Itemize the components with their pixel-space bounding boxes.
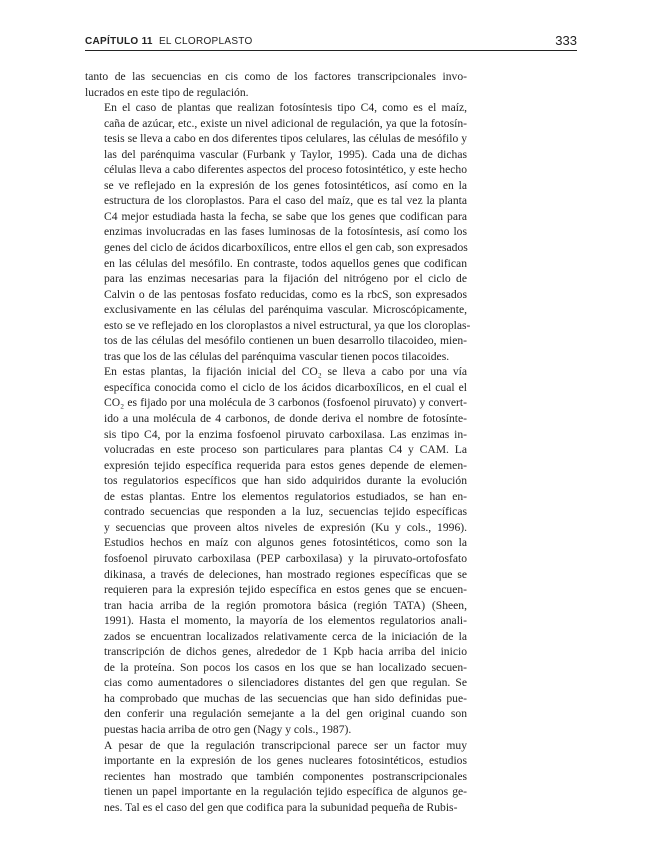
text-line: cias como aumentadores o silenciadores distantes del gen que regulan. Se [104, 676, 467, 690]
text-line: tos regulatorios específicos que han sido adquiridos durante la evolución [104, 474, 467, 488]
text-line: C4 mejor estudiada hasta la fecha, se sabe que los genes que codifican para [104, 209, 467, 223]
text-line: de la proteína. Son pocos los casos en los que se han localizado secuen- [104, 660, 467, 674]
text-line: las del parénquima vascular (Furbank y Taylor, 1995). Cada una de dichas [104, 147, 467, 161]
text-line: tesis se lleva a cabo en dos diferentes tipos celulares, las células de mesófilo y [104, 132, 467, 146]
chapter-heading [85, 36, 253, 47]
text-line: A pesar de que la regulación transcripcional parece ser un factor muy [104, 738, 467, 752]
page-number: 333 [555, 33, 577, 48]
text-line: Estudios hechos en maíz con algunos genes fotosintéticos, como son la [104, 536, 467, 550]
running-head [85, 34, 577, 51]
text-line: caña de azúcar, etc., existe un nivel adicional de regulación, ya que la fotosín- [104, 116, 467, 130]
text-line: den conferir una regulación semejante a la del gen original cuando son [104, 707, 467, 721]
text-line: lucrados en este tipo de regulación. [85, 85, 249, 99]
text-line: en las células del mesófilo. En contraste, todos aquellos genes que codifican [104, 256, 467, 270]
text-line: transcripción de dichos genes, alrededor de 1 Kpb hacia arriba del inicio [104, 645, 467, 659]
text-line: genes del ciclo de ácidos dicarboxílicos, entre ellos el gen cab, son expresados [104, 241, 468, 255]
text-line: estructura de los cloroplastos. Para el caso del maíz, que es tal vez la planta [104, 194, 467, 208]
text-line: se ve reflejado en la expresión de los genes fotosintéticos, así como en la [104, 178, 467, 192]
text-line: células lleva a cabo diferentes aspectos del proceso fotosintético, y este hecho [104, 163, 467, 177]
text-line: y secuencias que proveen altos niveles de expresión (Ku y cols., 1996). [104, 520, 467, 534]
text-line: tanto de las secuencias en cis como de los factores transcripcionales invo- [85, 70, 467, 83]
text-line: CO₂ es fijado por una molécula de 3 carbonos (fosfoenol piruvato) y convert- [104, 396, 467, 410]
text-line: específica conocida como el ciclo de los ácidos dicarboxílicos, en el cual el [104, 380, 467, 394]
text-line: enzimas involucradas en las fases luminosas de la fotosíntesis, así como los [104, 225, 467, 239]
text-line: esto se ve reflejado en los cloroplastos a nivel estructural, ya que los cloroplas- [104, 318, 471, 332]
text-line: requieren para la expresión tejido específica en estos genes que se encuen- [104, 583, 467, 597]
text-line: exclusivamente en las células del parénquima vascular. Microscópicamente, [104, 303, 467, 317]
text-line: En el caso de plantas que realizan fotosíntesis tipo C4, como es el maíz, [104, 101, 467, 115]
text-line: expresión tejido específica requerida para estos genes depende de elemen- [104, 458, 467, 472]
text-line: nes. Tal es el caso del gen que codifica para la subunidad pequeña de Rubis- [104, 800, 458, 814]
text-line: tras que los de las células del parénquima vascular tienen pocos tilacoides. [104, 349, 450, 363]
chapter-title: EL CLOROPLASTO [158, 36, 253, 47]
text-line: tienen un papel importante en la regulación tejido específica de algunos ge- [104, 785, 467, 799]
text-line: de estas plantas. Entre los elementos regulatorios estudiados, se han en- [104, 489, 467, 503]
text-line: Calvin o de las pentosas fosfato reducidas, como es la rbcS, son expresados [104, 287, 467, 301]
text-line: recientes han mostrado que también componentes postranscripcionales [104, 769, 467, 783]
chapter-label: CAPÍTULO 11 [85, 36, 153, 47]
text-line: para las enzimas necesarias para la fijación del nitrógeno por el ciclo de [104, 272, 467, 286]
text-line: tran hacia arriba de la región promotora básica (región TATA) (Sheen, [104, 598, 467, 612]
text-line: sis tipo C4, por la enzima fosfoenol piruvato carboxilasa. Las enzimas in- [104, 427, 467, 441]
paragraph [85, 100, 471, 364]
text-line: importante en la expresión de los genes nucleares fotosintéticos, estudios [104, 754, 467, 768]
paragraph [85, 364, 467, 737]
text-line: contrado secuencias que responden a la luz, secuencias tejido específicas [104, 505, 467, 519]
text-line: zados se encuentran localizados relativamente cerca de la iniciación de la [104, 629, 467, 643]
text-line: fosfoenol piruvato carboxilasa (PEP carboxilasa) y la piruvato-ortofosfato [104, 551, 467, 565]
text-line: ido a una molécula de 4 carbonos, de donde deriva el nombre de fotosínte- [104, 412, 467, 426]
paragraph [85, 738, 467, 816]
paragraph [85, 69, 467, 100]
text-line: 1991). Hasta el momento, la mayoría de los elementos regulatorios anali- [104, 614, 467, 628]
text-line: ha comprobado que muchas de las secuencias que han sido definidas pue- [104, 691, 467, 705]
body-text [85, 69, 471, 815]
text-line: puestas hacia arriba de otro gen (Nagy y cols., 1987). [104, 722, 352, 736]
text-line: dikinasa, a través de deleciones, han mostrado regiones específicas que se [104, 567, 467, 581]
text-line: volucradas en este proceso son particulares para plantas C4 y CAM. La [104, 443, 467, 457]
text-line: En estas plantas, la fijación inicial del CO₂ se lleva a cabo por una vía [104, 365, 467, 379]
text-line: tos de las células del mesófilo contienen un buen desarrollo tilacoideo, mien- [104, 334, 467, 348]
